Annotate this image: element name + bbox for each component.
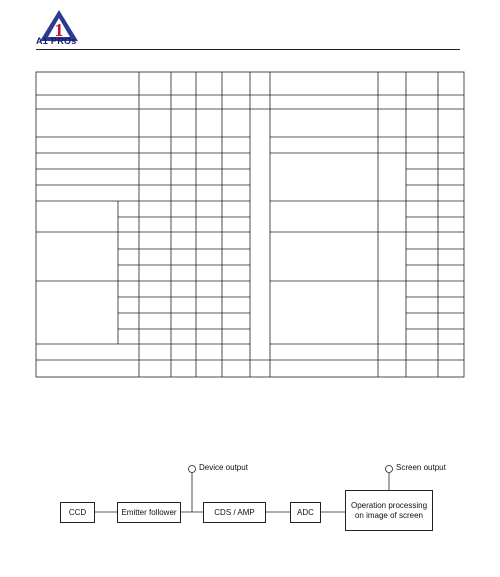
emitter-follower-label: Emitter follower bbox=[121, 507, 177, 517]
adc-block bbox=[290, 502, 321, 523]
screen-output-terminal-icon bbox=[386, 466, 393, 473]
ccd-label: CCD bbox=[68, 507, 87, 517]
operation-processing-block bbox=[345, 490, 433, 531]
adc-label: ADC bbox=[297, 507, 314, 517]
device-output-terminal-icon bbox=[189, 466, 196, 473]
operation-processing-label-line1: Operation processing bbox=[350, 500, 428, 510]
ccd-block bbox=[60, 502, 95, 523]
cds-amp-label: CDS / AMP bbox=[214, 507, 255, 517]
cds-amp-block bbox=[203, 502, 266, 523]
screen-output-label: Screen output bbox=[396, 463, 446, 472]
logo-number-icon: 1 bbox=[54, 20, 64, 40]
operation-processing-label-line2: on image of screen bbox=[354, 510, 424, 520]
device-output-label: Device output bbox=[199, 463, 248, 472]
emitter-follower-block bbox=[117, 502, 181, 523]
logo-text: A1 PROs bbox=[36, 36, 77, 46]
